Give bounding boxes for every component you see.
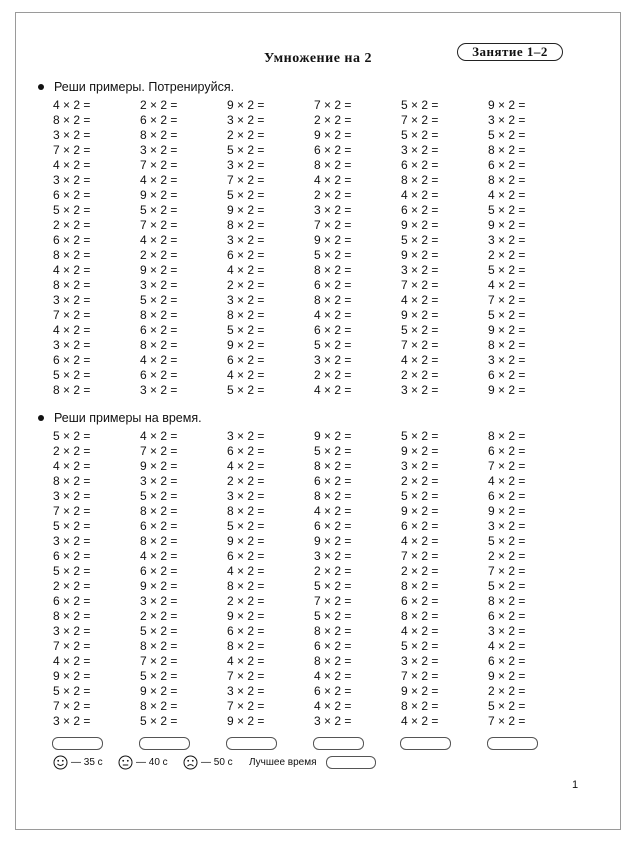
exercise-item: 5 × 2 =: [53, 684, 91, 698]
exercise-item: 9 × 2 =: [140, 263, 178, 277]
neutral-face-icon: [118, 755, 133, 770]
exercise-item: 7 × 2 =: [488, 564, 526, 578]
exercise-item: 8 × 2 =: [314, 459, 352, 473]
exercise-item: 5 × 2 =: [488, 308, 526, 322]
exercise-item: 9 × 2 =: [488, 98, 526, 112]
exercise-item: 2 × 2 =: [488, 248, 526, 262]
exercise-item: 3 × 2 =: [227, 158, 265, 172]
exercise-item: 5 × 2 =: [314, 248, 352, 262]
exercise-item: 3 × 2 =: [140, 278, 178, 292]
exercise-item: 4 × 2 =: [140, 233, 178, 247]
exercise-item: 8 × 2 =: [314, 293, 352, 307]
exercise-item: 4 × 2 =: [53, 459, 91, 473]
exercise-item: 3 × 2 =: [401, 143, 439, 157]
exercise-item: 5 × 2 =: [314, 444, 352, 458]
time-answer-box[interactable]: [52, 737, 103, 750]
exercise-item: 6 × 2 =: [227, 444, 265, 458]
exercise-item: 8 × 2 =: [53, 609, 91, 623]
exercise-item: 9 × 2 =: [314, 534, 352, 548]
exercise-item: 4 × 2 =: [53, 158, 91, 172]
exercise-item: 6 × 2 =: [488, 158, 526, 172]
exercise-item: 5 × 2 =: [140, 293, 178, 307]
exercise-item: 3 × 2 =: [488, 233, 526, 247]
exercise-grid-practice: [53, 98, 573, 398]
page-title: Умножение на 2: [264, 51, 372, 66]
exercise-item: 8 × 2 =: [227, 579, 265, 593]
legend-slow-text: — 50 с: [201, 757, 233, 768]
exercise-item: 2 × 2 =: [53, 579, 91, 593]
exercise-item: 6 × 2 =: [488, 444, 526, 458]
exercise-grid-timed: [53, 429, 573, 729]
exercise-item: 6 × 2 =: [53, 549, 91, 563]
exercise-item: 3 × 2 =: [53, 128, 91, 142]
exercise-item: 6 × 2 =: [140, 323, 178, 337]
exercise-item: 5 × 2 =: [401, 489, 439, 503]
exercise-item: 9 × 2 =: [401, 684, 439, 698]
exercise-item: 8 × 2 =: [488, 338, 526, 352]
exercise-item: 5 × 2 =: [53, 519, 91, 533]
time-answer-box[interactable]: [400, 737, 451, 750]
exercise-item: 3 × 2 =: [488, 353, 526, 367]
exercise-item: 9 × 2 =: [488, 669, 526, 683]
exercise-item: 4 × 2 =: [401, 353, 439, 367]
exercise-item: 2 × 2 =: [140, 248, 178, 262]
exercise-item: 3 × 2 =: [53, 293, 91, 307]
exercise-item: 9 × 2 =: [140, 579, 178, 593]
exercise-item: 2 × 2 =: [53, 218, 91, 232]
exercise-item: 8 × 2 =: [140, 639, 178, 653]
exercise-item: 3 × 2 =: [314, 203, 352, 217]
exercise-item: 5 × 2 =: [314, 579, 352, 593]
exercise-item: 3 × 2 =: [53, 173, 91, 187]
exercise-item: 2 × 2 =: [227, 594, 265, 608]
exercise-item: 9 × 2 =: [140, 459, 178, 473]
exercise-item: 4 × 2 =: [314, 308, 352, 322]
sad-face-icon: [183, 755, 198, 770]
exercise-item: 6 × 2 =: [53, 233, 91, 247]
exercise-item: 8 × 2 =: [488, 143, 526, 157]
exercise-item: 3 × 2 =: [401, 459, 439, 473]
exercise-item: 8 × 2 =: [314, 158, 352, 172]
exercise-item: 3 × 2 =: [140, 594, 178, 608]
best-time-box[interactable]: [326, 756, 376, 769]
exercise-item: 4 × 2 =: [401, 624, 439, 638]
exercise-item: 3 × 2 =: [140, 383, 178, 397]
exercise-item: 2 × 2 =: [488, 549, 526, 563]
exercise-item: 8 × 2 =: [314, 489, 352, 503]
exercise-item: 4 × 2 =: [227, 564, 265, 578]
exercise-item: 4 × 2 =: [140, 429, 178, 443]
page-number: 1: [572, 779, 579, 791]
exercise-item: 4 × 2 =: [53, 654, 91, 668]
exercise-item: 4 × 2 =: [227, 368, 265, 382]
exercise-item: 7 × 2 =: [401, 338, 439, 352]
exercise-item: 4 × 2 =: [401, 188, 439, 202]
best-time-label: Лучшее время: [249, 757, 317, 768]
exercise-item: 8 × 2 =: [488, 429, 526, 443]
exercise-item: 6 × 2 =: [227, 248, 265, 262]
exercise-item: 9 × 2 =: [314, 128, 352, 142]
exercise-item: 3 × 2 =: [401, 654, 439, 668]
exercise-item: 9 × 2 =: [227, 714, 265, 728]
exercise-item: 5 × 2 =: [488, 203, 526, 217]
exercise-item: 7 × 2 =: [314, 594, 352, 608]
exercise-item: 8 × 2 =: [314, 624, 352, 638]
exercise-item: 4 × 2 =: [53, 323, 91, 337]
exercise-item: 7 × 2 =: [488, 714, 526, 728]
exercise-item: 5 × 2 =: [488, 263, 526, 277]
exercise-item: 7 × 2 =: [53, 699, 91, 713]
exercise-item: 8 × 2 =: [401, 699, 439, 713]
exercise-item: 8 × 2 =: [227, 504, 265, 518]
exercise-item: 7 × 2 =: [314, 98, 352, 112]
exercise-item: 3 × 2 =: [53, 714, 91, 728]
exercise-item: 6 × 2 =: [401, 203, 439, 217]
exercise-item: 7 × 2 =: [53, 504, 91, 518]
exercise-item: 9 × 2 =: [401, 444, 439, 458]
exercise-item: 2 × 2 =: [488, 684, 526, 698]
exercise-item: 3 × 2 =: [53, 338, 91, 352]
exercise-item: 7 × 2 =: [140, 654, 178, 668]
exercise-item: 8 × 2 =: [53, 113, 91, 127]
exercise-item: 7 × 2 =: [53, 308, 91, 322]
exercise-item: 8 × 2 =: [140, 308, 178, 322]
exercise-item: 3 × 2 =: [227, 113, 265, 127]
exercise-item: 6 × 2 =: [488, 489, 526, 503]
exercise-item: 5 × 2 =: [314, 609, 352, 623]
exercise-item: 8 × 2 =: [227, 218, 265, 232]
exercise-item: 7 × 2 =: [314, 218, 352, 232]
exercise-item: 8 × 2 =: [53, 278, 91, 292]
exercise-item: 7 × 2 =: [488, 293, 526, 307]
exercise-item: 6 × 2 =: [53, 188, 91, 202]
exercise-item: 7 × 2 =: [401, 278, 439, 292]
section-1-heading: [38, 80, 234, 94]
exercise-item: 4 × 2 =: [53, 98, 91, 112]
exercise-item: 8 × 2 =: [53, 474, 91, 488]
exercise-item: 8 × 2 =: [488, 173, 526, 187]
exercise-item: 4 × 2 =: [314, 173, 352, 187]
exercise-item: 8 × 2 =: [53, 383, 91, 397]
exercise-item: 8 × 2 =: [140, 128, 178, 142]
exercise-item: 4 × 2 =: [488, 474, 526, 488]
exercise-item: 8 × 2 =: [53, 248, 91, 262]
exercise-item: 7 × 2 =: [227, 173, 265, 187]
exercise-item: 7 × 2 =: [401, 113, 439, 127]
exercise-item: 5 × 2 =: [227, 519, 265, 533]
exercise-item: 8 × 2 =: [401, 579, 439, 593]
exercise-item: 2 × 2 =: [314, 368, 352, 382]
exercise-item: 5 × 2 =: [401, 323, 439, 337]
exercise-item: 8 × 2 =: [140, 699, 178, 713]
exercise-item: 3 × 2 =: [488, 519, 526, 533]
exercise-item: 3 × 2 =: [227, 489, 265, 503]
exercise-item: 2 × 2 =: [227, 474, 265, 488]
exercise-item: 8 × 2 =: [401, 173, 439, 187]
exercise-item: 2 × 2 =: [401, 368, 439, 382]
exercise-item: 6 × 2 =: [488, 368, 526, 382]
exercise-item: 5 × 2 =: [140, 624, 178, 638]
exercise-item: 9 × 2 =: [401, 218, 439, 232]
exercise-item: 8 × 2 =: [140, 504, 178, 518]
exercise-item: 6 × 2 =: [227, 624, 265, 638]
exercise-item: 6 × 2 =: [227, 549, 265, 563]
exercise-item: 9 × 2 =: [488, 323, 526, 337]
exercise-item: 7 × 2 =: [140, 444, 178, 458]
exercise-item: 2 × 2 =: [401, 474, 439, 488]
exercise-item: 6 × 2 =: [140, 564, 178, 578]
exercise-item: 9 × 2 =: [314, 429, 352, 443]
exercise-item: 8 × 2 =: [488, 594, 526, 608]
exercise-item: 8 × 2 =: [314, 654, 352, 668]
exercise-item: 3 × 2 =: [227, 293, 265, 307]
legend-fast-text: — 35 с: [71, 757, 103, 768]
exercise-item: 9 × 2 =: [314, 233, 352, 247]
exercise-item: 8 × 2 =: [227, 639, 265, 653]
exercise-item: 5 × 2 =: [227, 188, 265, 202]
exercise-item: 6 × 2 =: [488, 654, 526, 668]
exercise-item: 6 × 2 =: [227, 353, 265, 367]
exercise-item: 6 × 2 =: [314, 639, 352, 653]
exercise-item: 2 × 2 =: [314, 113, 352, 127]
exercise-item: 5 × 2 =: [140, 203, 178, 217]
exercise-item: 3 × 2 =: [227, 684, 265, 698]
exercise-item: 2 × 2 =: [140, 609, 178, 623]
exercise-item: 4 × 2 =: [314, 504, 352, 518]
exercise-item: 6 × 2 =: [140, 519, 178, 533]
exercise-item: 5 × 2 =: [488, 128, 526, 142]
exercise-item: 3 × 2 =: [488, 113, 526, 127]
exercise-item: 9 × 2 =: [401, 308, 439, 322]
exercise-item: 9 × 2 =: [401, 504, 439, 518]
exercise-item: 4 × 2 =: [488, 278, 526, 292]
exercise-item: 7 × 2 =: [227, 699, 265, 713]
exercise-item: 4 × 2 =: [140, 549, 178, 563]
exercise-item: 2 × 2 =: [140, 98, 178, 112]
exercise-item: 5 × 2 =: [401, 233, 439, 247]
exercise-item: 7 × 2 =: [401, 669, 439, 683]
exercise-item: 9 × 2 =: [488, 383, 526, 397]
exercise-item: 8 × 2 =: [314, 263, 352, 277]
exercise-item: 3 × 2 =: [314, 549, 352, 563]
exercise-item: 9 × 2 =: [227, 203, 265, 217]
exercise-item: 4 × 2 =: [227, 654, 265, 668]
exercise-item: 3 × 2 =: [227, 429, 265, 443]
exercise-item: 6 × 2 =: [140, 368, 178, 382]
exercise-item: 8 × 2 =: [401, 609, 439, 623]
exercise-item: 6 × 2 =: [140, 113, 178, 127]
exercise-item: 3 × 2 =: [53, 624, 91, 638]
exercise-item: 5 × 2 =: [227, 383, 265, 397]
happy-face-icon: [53, 755, 68, 770]
exercise-item: 4 × 2 =: [401, 714, 439, 728]
exercise-item: 5 × 2 =: [488, 579, 526, 593]
exercise-item: 8 × 2 =: [140, 534, 178, 548]
exercise-item: 5 × 2 =: [227, 143, 265, 157]
exercise-item: 9 × 2 =: [227, 98, 265, 112]
exercise-item: 9 × 2 =: [53, 669, 91, 683]
exercise-item: 8 × 2 =: [227, 308, 265, 322]
exercise-item: 3 × 2 =: [227, 233, 265, 247]
exercise-item: 4 × 2 =: [227, 459, 265, 473]
exercise-item: 5 × 2 =: [314, 338, 352, 352]
exercise-item: 2 × 2 =: [53, 444, 91, 458]
exercise-item: 2 × 2 =: [401, 564, 439, 578]
exercise-item: 3 × 2 =: [140, 143, 178, 157]
exercise-item: 5 × 2 =: [140, 669, 178, 683]
exercise-item: 9 × 2 =: [488, 504, 526, 518]
exercise-item: 4 × 2 =: [314, 383, 352, 397]
exercise-item: 9 × 2 =: [227, 338, 265, 352]
exercise-item: 6 × 2 =: [314, 684, 352, 698]
exercise-item: 6 × 2 =: [401, 519, 439, 533]
exercise-item: 6 × 2 =: [488, 609, 526, 623]
exercise-item: 5 × 2 =: [227, 323, 265, 337]
legend-medium-text: — 40 с: [136, 757, 168, 768]
exercise-item: 9 × 2 =: [140, 684, 178, 698]
exercise-item: 3 × 2 =: [401, 383, 439, 397]
exercise-item: 7 × 2 =: [140, 218, 178, 232]
exercise-item: 5 × 2 =: [488, 699, 526, 713]
exercise-item: 9 × 2 =: [227, 609, 265, 623]
section-2-heading: [38, 411, 202, 425]
exercise-item: 2 × 2 =: [314, 564, 352, 578]
exercise-item: 4 × 2 =: [488, 639, 526, 653]
exercise-item: 9 × 2 =: [488, 218, 526, 232]
exercise-item: 6 × 2 =: [314, 474, 352, 488]
exercise-item: 3 × 2 =: [401, 263, 439, 277]
exercise-item: 4 × 2 =: [227, 263, 265, 277]
exercise-item: 2 × 2 =: [227, 278, 265, 292]
exercise-item: 5 × 2 =: [488, 534, 526, 548]
exercise-item: 7 × 2 =: [53, 143, 91, 157]
lesson-label: Занятие 1–2: [457, 43, 563, 61]
exercise-item: 5 × 2 =: [140, 714, 178, 728]
exercise-item: 6 × 2 =: [53, 353, 91, 367]
exercise-item: 7 × 2 =: [227, 669, 265, 683]
time-answer-box[interactable]: [139, 737, 190, 750]
exercise-item: 8 × 2 =: [140, 338, 178, 352]
exercise-item: 5 × 2 =: [53, 203, 91, 217]
exercise-item: 3 × 2 =: [53, 489, 91, 503]
time-answer-box[interactable]: [226, 737, 277, 750]
exercise-item: 4 × 2 =: [314, 699, 352, 713]
exercise-item: 7 × 2 =: [401, 549, 439, 563]
section-2-heading-text: Реши примеры на время.: [54, 411, 202, 425]
time-answer-box[interactable]: [487, 737, 538, 750]
time-answer-box[interactable]: [313, 737, 364, 750]
exercise-item: 6 × 2 =: [314, 519, 352, 533]
exercise-item: 7 × 2 =: [53, 639, 91, 653]
exercise-item: 6 × 2 =: [314, 323, 352, 337]
exercise-item: 7 × 2 =: [488, 459, 526, 473]
exercise-item: 5 × 2 =: [53, 429, 91, 443]
exercise-item: 5 × 2 =: [401, 429, 439, 443]
exercise-item: 5 × 2 =: [53, 368, 91, 382]
exercise-item: 5 × 2 =: [401, 98, 439, 112]
exercise-item: 9 × 2 =: [227, 534, 265, 548]
exercise-item: 9 × 2 =: [401, 248, 439, 262]
exercise-item: 5 × 2 =: [401, 639, 439, 653]
exercise-item: 7 × 2 =: [140, 158, 178, 172]
exercise-item: 6 × 2 =: [401, 158, 439, 172]
exercise-item: 2 × 2 =: [227, 128, 265, 142]
exercise-item: 6 × 2 =: [314, 143, 352, 157]
exercise-item: 4 × 2 =: [53, 263, 91, 277]
exercise-item: 4 × 2 =: [488, 188, 526, 202]
exercise-item: 6 × 2 =: [53, 594, 91, 608]
exercise-item: 3 × 2 =: [314, 714, 352, 728]
exercise-item: 4 × 2 =: [314, 669, 352, 683]
exercise-item: 5 × 2 =: [53, 564, 91, 578]
exercise-item: 4 × 2 =: [140, 173, 178, 187]
exercise-item: 3 × 2 =: [314, 353, 352, 367]
section-1-heading-text: Реши примеры. Потренируйся.: [54, 80, 235, 94]
exercise-item: 4 × 2 =: [401, 293, 439, 307]
exercise-item: 5 × 2 =: [401, 128, 439, 142]
bullet-icon: [38, 415, 44, 421]
exercise-item: 3 × 2 =: [53, 534, 91, 548]
exercise-item: 6 × 2 =: [314, 278, 352, 292]
exercise-item: 9 × 2 =: [140, 188, 178, 202]
exercise-item: 3 × 2 =: [140, 474, 178, 488]
exercise-item: 2 × 2 =: [314, 188, 352, 202]
exercise-item: 5 × 2 =: [140, 489, 178, 503]
exercise-item: 4 × 2 =: [401, 534, 439, 548]
exercise-item: 3 × 2 =: [488, 624, 526, 638]
bullet-icon: [38, 84, 44, 90]
exercise-item: 6 × 2 =: [401, 594, 439, 608]
exercise-item: 4 × 2 =: [140, 353, 178, 367]
